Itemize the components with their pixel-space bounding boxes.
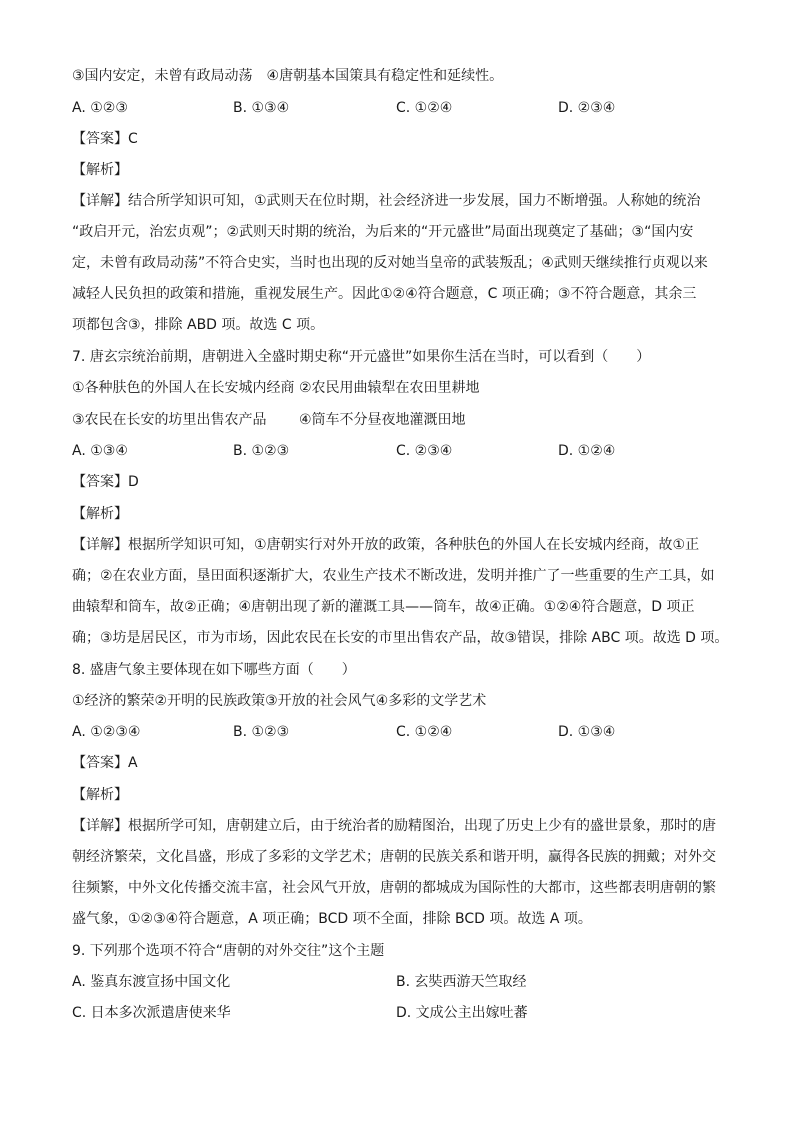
q9-choice-d: D. 文成公主出嫁吐蕃 (396, 1005, 528, 1021)
q8-detail-line-2: 朝经济繁荣，文化昌盛，形成了多彩的文学艺术；唐朝的民族关系和谐开明，赢得各民族的拥戴；对外交 (72, 849, 716, 865)
q7-answer: 【答案】D (72, 474, 139, 490)
q7-choice-a: A. ①③④ (72, 443, 128, 459)
q6-detail-line-1: 【详解】结合所学知识可知，①武则天在位时期，社会经济进一步发展，国力不断增强。人称她的统治 (72, 193, 701, 209)
q8-detail-line-1: 【详解】根据所学可知，唐朝建立后，由于统治者的励精图治，出现了历史上少有的盛世景象，那时的唐 (72, 818, 716, 834)
q8-analysis-label: 【解析】 (72, 787, 128, 803)
q7-detail-line-1: 【详解】根据所学知识可知，①唐朝实行对外开放的政策，各种肤色的外国人在长安城内经商，故①正 (72, 537, 700, 553)
q6-detail-line-2: “政启开元，治宏贞观”；②武则天时期的统治，为后来的“开元盛世”局面出现奠定了基础；③“国内安 (72, 224, 694, 240)
q7-option-line-1: ①各种肤色的外国人在长安城内经商 ②农民用曲辕犁在农田里耕地 (72, 380, 480, 396)
q7-choice-c: C. ②③④ (396, 443, 453, 459)
q6-choice-b: B. ①③④ (233, 100, 290, 116)
q9-choice-a: A. 鉴真东渡宣扬中国文化 (72, 974, 231, 990)
q8-choice-c: C. ①②④ (396, 724, 453, 740)
q8-stem: 8. 盛唐气象主要体现在如下哪些方面（ ） (72, 662, 356, 678)
q8-answer: 【答案】A (72, 755, 138, 771)
q9-choice-b: B. 玄奘西游天竺取经 (396, 974, 527, 990)
q7-detail-line-4: 确；③坊是居民区，市为市场，因此农民在长安的市里出售农产品，故③错误，排除 ABC 项。故选 D 项。 (72, 630, 729, 646)
q6-detail-line-3: 定，未曾有政局动荡”不符合史实，当时也出现的反对她当皇帝的武装叛乱；④武则天继续推行贞观以来 (72, 255, 708, 271)
q8-choice-d: D. ①③④ (558, 724, 616, 740)
q6-choice-a: A. ①②③ (72, 100, 128, 116)
q8-detail-line-3: 往频繁，中外文化传播交流丰富，社会风气开放，唐朝的都城成为国际性的大都市，这些都表明唐朝的繁 (72, 880, 716, 896)
q7-option-line-2: ③农民在长安的坊里出售农产品 ④筒车不分昼夜地灌溉田地 (72, 412, 466, 428)
q7-stem: 7. 唐玄宗统治前期，唐朝进入全盛时期史称“开元盛世”如果你生活在当时，可以看到（ ） (72, 349, 651, 365)
q6-choice-c: C. ①②④ (396, 100, 453, 116)
q6-options-line: ③国内安定，未曾有政局动荡 ④唐朝基本国策具有稳定性和延续性。 (72, 68, 504, 84)
q6-answer: 【答案】C (72, 131, 138, 147)
q8-detail-line-4: 盛气象，①②③④符合题意，A 项正确；BCD 项不全面，排除 BCD 项。故选 A 项。 (72, 911, 592, 927)
q6-detail-line-5: 项都包含③，排除 ABD 项。故选 C 项。 (72, 317, 325, 333)
q6-detail-line-4: 减轻人民负担的政策和措施，重视发展生产。因此①②④符合题意，C 项正确；③不符合题意，其余三 (72, 286, 697, 302)
q7-detail-line-2: 确；②在农业方面，垦田面积逐渐扩大，农业生产技术不断改进，发明并推广了一些重要的生产工具，如 (72, 568, 715, 584)
q7-analysis-label: 【解析】 (72, 506, 128, 522)
q6-choice-d: D. ②③④ (558, 100, 616, 116)
q8-choice-a: A. ①②③④ (72, 724, 141, 740)
q8-option-line-1: ①经济的繁荣②开明的民族政策③开放的社会风气④多彩的文学艺术 (72, 693, 487, 709)
q8-choice-b: B. ①②③ (233, 724, 290, 740)
q9-choice-c: C. 日本多次派遣唐使来华 (72, 1005, 231, 1021)
q7-detail-line-3: 曲辕犁和筒车，故②正确；④唐朝出现了新的灌溉工具——筒车，故④正确。①②④符合题意，D 项正 (72, 599, 695, 615)
q6-analysis-label: 【解析】 (72, 162, 128, 178)
q9-stem: 9. 下列那个选项不符合“唐朝的对外交往”这个主题 (72, 943, 385, 959)
q7-choice-d: D. ①②④ (558, 443, 616, 459)
q7-choice-b: B. ①②③ (233, 443, 290, 459)
